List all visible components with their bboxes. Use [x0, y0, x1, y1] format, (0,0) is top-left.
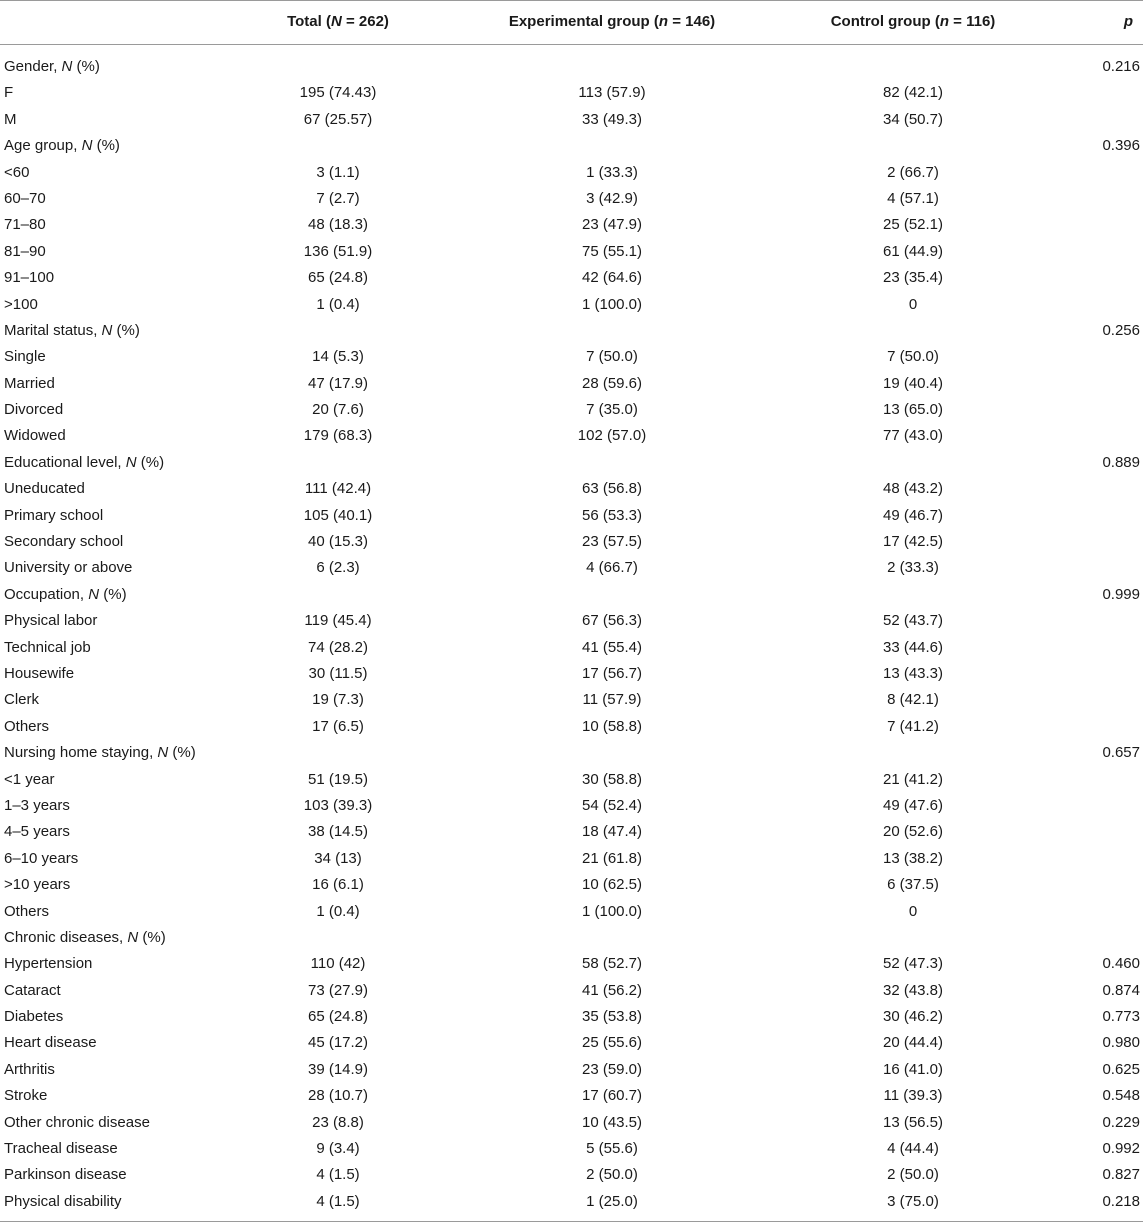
cell-control: 34 (50.7)	[882, 110, 944, 128]
cell-experimental: 41 (56.2)	[581, 981, 643, 999]
cell-total: 40 (15.3)	[307, 533, 369, 551]
cell-total: 4 (1.5)	[316, 1166, 360, 1184]
cell-total: 1 (0.4)	[316, 295, 360, 313]
row-label	[4, 1189, 122, 1215]
cell-experimental: 23 (47.9)	[581, 216, 643, 234]
row-label-text: Physical disability	[4, 1192, 122, 1210]
table-row	[0, 54, 1143, 80]
cell-control: 21 (41.2)	[882, 770, 944, 788]
table-row	[0, 239, 1143, 265]
row-label-suffix: (%)	[72, 58, 100, 75]
cell-total: 17 (6.5)	[312, 717, 364, 735]
row-label-text: <60	[4, 163, 30, 181]
table-row	[0, 344, 1143, 370]
row-label-text: Nursing home staying,	[4, 744, 158, 762]
cell-total: 67 (25.57)	[303, 110, 373, 128]
row-label-text: University or above	[4, 559, 133, 577]
cell-experimental: 2 (50.0)	[586, 1166, 638, 1184]
cell-control: 7 (41.2)	[887, 717, 939, 735]
row-label	[4, 318, 140, 344]
cell-experimental: 18 (47.4)	[581, 823, 643, 841]
row-label-text: >10 years	[4, 876, 71, 894]
row-label-text: Age group,	[4, 137, 82, 155]
cell-experimental: 33 (49.3)	[581, 110, 643, 128]
cell-experimental: 1 (33.3)	[586, 163, 638, 181]
row-label-text: <1 year	[4, 770, 55, 788]
table-body	[0, 54, 1143, 1215]
cell-control: 77 (43.0)	[882, 427, 944, 445]
row-label	[4, 635, 91, 661]
row-label-text: Divorced	[4, 401, 64, 419]
cell-total: 47 (17.9)	[307, 374, 369, 392]
table-row	[0, 767, 1143, 793]
header-total	[287, 0, 389, 44]
row-label	[4, 819, 70, 845]
cell-p-value: 0.218	[1102, 1192, 1140, 1210]
header-experimental-group	[509, 0, 715, 44]
row-label-suffix: (%)	[92, 137, 120, 155]
cell-total: 28 (10.7)	[307, 1087, 369, 1105]
cell-total: 45 (17.2)	[307, 1034, 369, 1052]
row-label-text: 60–70	[4, 189, 46, 207]
row-label-text: Physical labor	[4, 612, 98, 630]
row-label	[4, 344, 46, 370]
table-row	[0, 371, 1143, 397]
cell-experimental: 23 (57.5)	[581, 533, 643, 551]
cell-control: 0	[908, 295, 918, 313]
cell-total: 73 (27.9)	[307, 981, 369, 999]
row-label-text: >100	[4, 295, 38, 313]
cell-total: 195 (74.43)	[299, 84, 377, 102]
row-label-var: N	[125, 453, 137, 471]
row-label-var: N	[81, 137, 93, 155]
table-row	[0, 1162, 1143, 1188]
cell-control: 3 (75.0)	[887, 1192, 939, 1210]
row-label-var: N	[101, 321, 113, 339]
cell-control: 49 (47.6)	[882, 796, 944, 814]
cell-total: 3 (1.1)	[316, 163, 360, 181]
cell-control: 61 (44.9)	[882, 242, 944, 260]
cell-total: 65 (24.8)	[307, 1008, 369, 1026]
row-label-suffix: (%)	[136, 453, 165, 471]
table-row	[0, 872, 1143, 898]
cell-total: 74 (28.2)	[307, 638, 369, 656]
cell-experimental: 1 (100.0)	[581, 295, 643, 313]
cell-total: 51 (19.5)	[307, 770, 369, 788]
cell-control: 30 (46.2)	[882, 1008, 944, 1026]
row-label	[4, 872, 70, 898]
row-label-text: Others	[4, 902, 50, 920]
cell-experimental: 23 (59.0)	[581, 1060, 643, 1078]
cell-p-value: 0.874	[1102, 981, 1140, 999]
table-row	[0, 714, 1143, 740]
row-label-text: 4–5 years	[4, 823, 70, 841]
row-label	[4, 529, 123, 555]
table-row	[0, 450, 1143, 476]
row-label	[4, 1136, 118, 1162]
cell-control: 32 (43.8)	[882, 981, 944, 999]
cell-p-value: 0.999	[1102, 585, 1140, 603]
row-label	[4, 608, 97, 634]
cell-control: 82 (42.1)	[882, 84, 944, 102]
row-label-text: Housewife	[4, 664, 75, 682]
cell-total: 105 (40.1)	[303, 506, 373, 524]
row-label-text: Married	[4, 374, 55, 392]
table-bottom-rule	[0, 1221, 1143, 1222]
row-label-text: Chronic diseases,	[4, 928, 128, 946]
cell-control: 48 (43.2)	[882, 480, 944, 498]
cell-total: 16 (6.1)	[312, 876, 364, 894]
row-label-text: Gender,	[4, 58, 62, 75]
cell-total: 20 (7.6)	[312, 401, 364, 419]
row-label	[4, 107, 17, 133]
cell-experimental: 17 (60.7)	[581, 1087, 643, 1105]
cell-experimental: 58 (52.7)	[581, 955, 643, 973]
cell-p-value: 0.548	[1102, 1087, 1140, 1105]
cell-p-value: 0.625	[1102, 1060, 1140, 1078]
cell-total: 119 (45.4)	[304, 612, 372, 630]
cell-control: 7 (50.0)	[887, 348, 939, 366]
table-row	[0, 1030, 1143, 1056]
row-label	[4, 186, 46, 212]
row-label-text: 91–100	[4, 269, 55, 287]
row-label-text: Clerk	[4, 691, 40, 709]
row-label	[4, 1057, 55, 1083]
table-row	[0, 608, 1143, 634]
row-label	[4, 1004, 63, 1030]
cell-total: 39 (14.9)	[307, 1060, 369, 1078]
table-row	[0, 555, 1143, 581]
cell-total: 4 (1.5)	[316, 1192, 360, 1210]
row-label-var: N	[157, 744, 169, 762]
cell-experimental: 102 (57.0)	[577, 427, 647, 445]
header-rule	[0, 44, 1143, 45]
row-label	[4, 1110, 150, 1136]
header-ctrl-prefix: Control group (	[830, 13, 940, 30]
table-row	[0, 212, 1143, 238]
cell-experimental: 63 (56.8)	[581, 480, 643, 498]
row-label	[4, 714, 49, 740]
header-total-var: N	[330, 13, 342, 30]
cell-experimental: 11 (57.9)	[582, 691, 642, 709]
row-label	[4, 1083, 47, 1109]
table-row	[0, 160, 1143, 186]
cell-p-value: 0.889	[1102, 453, 1140, 471]
cell-control: 0	[908, 902, 918, 920]
row-label-text: Heart disease	[4, 1034, 97, 1052]
row-label-text: Others	[4, 717, 50, 735]
row-label	[4, 265, 54, 291]
table-row	[0, 1057, 1143, 1083]
cell-experimental: 42 (64.6)	[581, 269, 643, 287]
cell-experimental: 41 (55.4)	[581, 638, 643, 656]
cell-control: 2 (66.7)	[887, 163, 939, 181]
table-row	[0, 133, 1143, 159]
table-row	[0, 793, 1143, 819]
row-label	[4, 925, 166, 951]
cell-experimental: 4 (66.7)	[586, 559, 638, 577]
row-label	[4, 292, 38, 318]
cell-total: 14 (5.3)	[312, 348, 364, 366]
row-label-text: 6–10 years	[4, 849, 79, 867]
cell-total: 48 (18.3)	[307, 216, 369, 234]
row-label	[4, 80, 13, 106]
cell-total: 1 (0.4)	[316, 902, 360, 920]
cell-p-value: 0.980	[1102, 1034, 1140, 1052]
cell-experimental: 1 (25.0)	[586, 1192, 638, 1210]
row-label-text: Marital status,	[4, 321, 102, 339]
cell-control: 13 (65.0)	[882, 401, 944, 419]
header-total-prefix: Total (	[287, 13, 331, 30]
cell-total: 34 (13)	[314, 849, 362, 867]
row-label-text: Technical job	[4, 638, 91, 656]
cell-total: 65 (24.8)	[307, 269, 369, 287]
header-ctrl-var: n	[939, 13, 950, 30]
table-row	[0, 1083, 1143, 1109]
row-label	[4, 582, 127, 608]
header-ctrl-suffix: = 116)	[949, 13, 996, 30]
cell-p-value: 0.657	[1102, 744, 1140, 762]
table-row	[0, 819, 1143, 845]
cell-control: 52 (43.7)	[882, 612, 944, 630]
table-row	[0, 1189, 1143, 1215]
table-row	[0, 476, 1143, 502]
row-label	[4, 793, 70, 819]
cell-p-value: 0.216	[1102, 58, 1140, 75]
cell-control: 4 (57.1)	[887, 189, 939, 207]
table-row	[0, 661, 1143, 687]
row-label-text: Secondary school	[4, 533, 124, 551]
table-row	[0, 265, 1143, 291]
cell-total: 7 (2.7)	[316, 189, 360, 207]
row-label	[4, 899, 49, 925]
row-label-text: Single	[4, 348, 46, 366]
cell-control: 25 (52.1)	[882, 216, 944, 234]
cell-total: 19 (7.3)	[312, 691, 364, 709]
table-row	[0, 978, 1143, 1004]
cell-experimental: 54 (52.4)	[581, 796, 643, 814]
row-label-text: 71–80	[4, 216, 46, 234]
cell-experimental: 113 (57.9)	[578, 84, 646, 102]
cell-total: 38 (14.5)	[307, 823, 369, 841]
row-label-text: 81–90	[4, 242, 46, 260]
row-label	[4, 133, 120, 159]
cell-control: 4 (44.4)	[887, 1140, 939, 1158]
cell-experimental: 30 (58.8)	[581, 770, 643, 788]
cell-experimental: 28 (59.6)	[581, 374, 643, 392]
cell-experimental: 75 (55.1)	[581, 242, 643, 260]
row-label-text: Occupation,	[4, 585, 89, 603]
row-label-text: Parkinson disease	[4, 1166, 127, 1184]
row-label-text: Tracheal disease	[4, 1140, 118, 1158]
header-exp-prefix: Experimental group (	[508, 13, 659, 30]
row-label	[4, 476, 85, 502]
row-label-text: Uneducated	[4, 480, 85, 498]
cell-p-value: 0.992	[1102, 1140, 1140, 1158]
cell-experimental: 17 (56.7)	[581, 664, 643, 682]
cell-control: 16 (41.0)	[882, 1060, 944, 1078]
table-row	[0, 1004, 1143, 1030]
cell-control: 13 (38.2)	[882, 849, 944, 867]
cell-experimental: 1 (100.0)	[581, 902, 643, 920]
table-row	[0, 503, 1143, 529]
cell-control: 23 (35.4)	[882, 269, 944, 287]
cell-control: 20 (44.4)	[882, 1034, 944, 1052]
row-label-suffix: (%)	[138, 928, 166, 946]
cell-control: 8 (42.1)	[887, 691, 939, 709]
row-label	[4, 54, 100, 80]
table-row	[0, 80, 1143, 106]
row-label	[4, 371, 55, 397]
row-label	[4, 555, 132, 581]
header-exp-var: n	[658, 13, 669, 30]
table-row	[0, 582, 1143, 608]
row-label-suffix: (%)	[112, 321, 140, 339]
table-row	[0, 1136, 1143, 1162]
row-label-text: Primary school	[4, 506, 104, 524]
cell-experimental: 10 (62.5)	[581, 876, 643, 894]
cell-total: 136 (51.9)	[303, 242, 373, 260]
table-row	[0, 687, 1143, 713]
cell-experimental: 10 (43.5)	[581, 1113, 643, 1131]
cell-total: 103 (39.3)	[303, 796, 373, 814]
cell-control: 20 (52.6)	[882, 823, 944, 841]
row-label-suffix: (%)	[168, 744, 196, 762]
header-exp-suffix: = 146)	[668, 13, 716, 30]
cell-p-value: 0.256	[1102, 321, 1140, 339]
row-label	[4, 423, 66, 449]
table-row	[0, 423, 1143, 449]
cell-total: 6 (2.3)	[316, 559, 360, 577]
row-label	[4, 503, 103, 529]
cell-control: 6 (37.5)	[887, 876, 939, 894]
row-label-text: 1–3 years	[4, 796, 70, 814]
row-label	[4, 978, 61, 1004]
cell-experimental: 10 (58.8)	[581, 717, 643, 735]
header-total-suffix: = 262)	[341, 13, 389, 30]
table-row	[0, 925, 1143, 951]
cell-control: 49 (46.7)	[882, 506, 944, 524]
cell-experimental: 25 (55.6)	[581, 1034, 643, 1052]
table-row	[0, 318, 1143, 344]
row-label-var: N	[88, 585, 100, 603]
cell-control: 13 (56.5)	[882, 1113, 944, 1131]
cell-experimental: 3 (42.9)	[586, 189, 638, 207]
row-label	[4, 767, 54, 793]
table-row	[0, 292, 1143, 318]
cell-p-value: 0.396	[1102, 137, 1140, 155]
header-control-group	[831, 0, 996, 44]
cell-experimental: 7 (50.0)	[586, 348, 638, 366]
header-p-value: p	[1123, 13, 1133, 30]
cell-control: 52 (47.3)	[882, 955, 944, 973]
cell-p-value: 0.460	[1102, 955, 1140, 973]
cell-experimental: 67 (56.3)	[581, 612, 643, 630]
row-label-text: Widowed	[4, 427, 66, 445]
row-label	[4, 951, 92, 977]
row-label-text: Cataract	[4, 981, 61, 999]
cell-total: 111 (42.4)	[304, 480, 372, 498]
cell-experimental: 7 (35.0)	[586, 401, 638, 419]
table-row	[0, 186, 1143, 212]
row-label-text: Stroke	[4, 1087, 48, 1105]
row-label-text: Hypertension	[4, 955, 93, 973]
row-label	[4, 397, 63, 423]
cell-total: 110 (42)	[310, 955, 366, 973]
row-label	[4, 160, 29, 186]
table-row	[0, 740, 1143, 766]
row-label	[4, 740, 196, 766]
cell-total: 179 (68.3)	[303, 427, 373, 445]
table-row	[0, 635, 1143, 661]
table-row	[0, 846, 1143, 872]
cell-control: 11 (39.3)	[883, 1087, 943, 1105]
row-label	[4, 212, 46, 238]
cell-p-value: 0.773	[1102, 1008, 1140, 1026]
row-label	[4, 1030, 97, 1056]
row-label-text: Arthritis	[4, 1060, 55, 1078]
cell-control: 2 (50.0)	[887, 1166, 939, 1184]
cell-experimental: 21 (61.8)	[581, 849, 643, 867]
row-label-text: Diabetes	[4, 1008, 64, 1026]
cell-experimental: 35 (53.8)	[581, 1008, 643, 1026]
row-label	[4, 450, 164, 476]
table-row	[0, 529, 1143, 555]
cell-p-value: 0.827	[1102, 1166, 1140, 1184]
row-label	[4, 846, 78, 872]
table-row	[0, 397, 1143, 423]
cell-control: 13 (43.3)	[882, 664, 944, 682]
cell-experimental: 5 (55.6)	[586, 1140, 638, 1158]
row-label	[4, 239, 46, 265]
row-label	[4, 687, 39, 713]
table-row	[0, 951, 1143, 977]
cell-control: 17 (42.5)	[882, 533, 944, 551]
row-label-var: N	[61, 58, 73, 75]
cell-experimental: 56 (53.3)	[581, 506, 643, 524]
row-label-text: F	[4, 84, 14, 102]
table-row	[0, 1110, 1143, 1136]
table-row	[0, 899, 1143, 925]
cell-total: 9 (3.4)	[316, 1140, 360, 1158]
row-label	[4, 661, 74, 687]
row-label-suffix: (%)	[99, 585, 127, 603]
row-label-text: Other chronic disease	[4, 1113, 150, 1131]
cell-control: 2 (33.3)	[887, 559, 939, 577]
cell-control: 33 (44.6)	[882, 638, 944, 656]
row-label-text: Educational level,	[4, 453, 126, 471]
row-label-var: N	[127, 928, 139, 946]
cell-p-value: 0.229	[1102, 1113, 1140, 1131]
cell-total: 23 (8.8)	[312, 1113, 364, 1131]
row-label-text: M	[4, 110, 17, 128]
table-row	[0, 107, 1143, 133]
row-label	[4, 1162, 127, 1188]
cell-total: 30 (11.5)	[308, 664, 368, 682]
cell-control: 19 (40.4)	[882, 374, 944, 392]
